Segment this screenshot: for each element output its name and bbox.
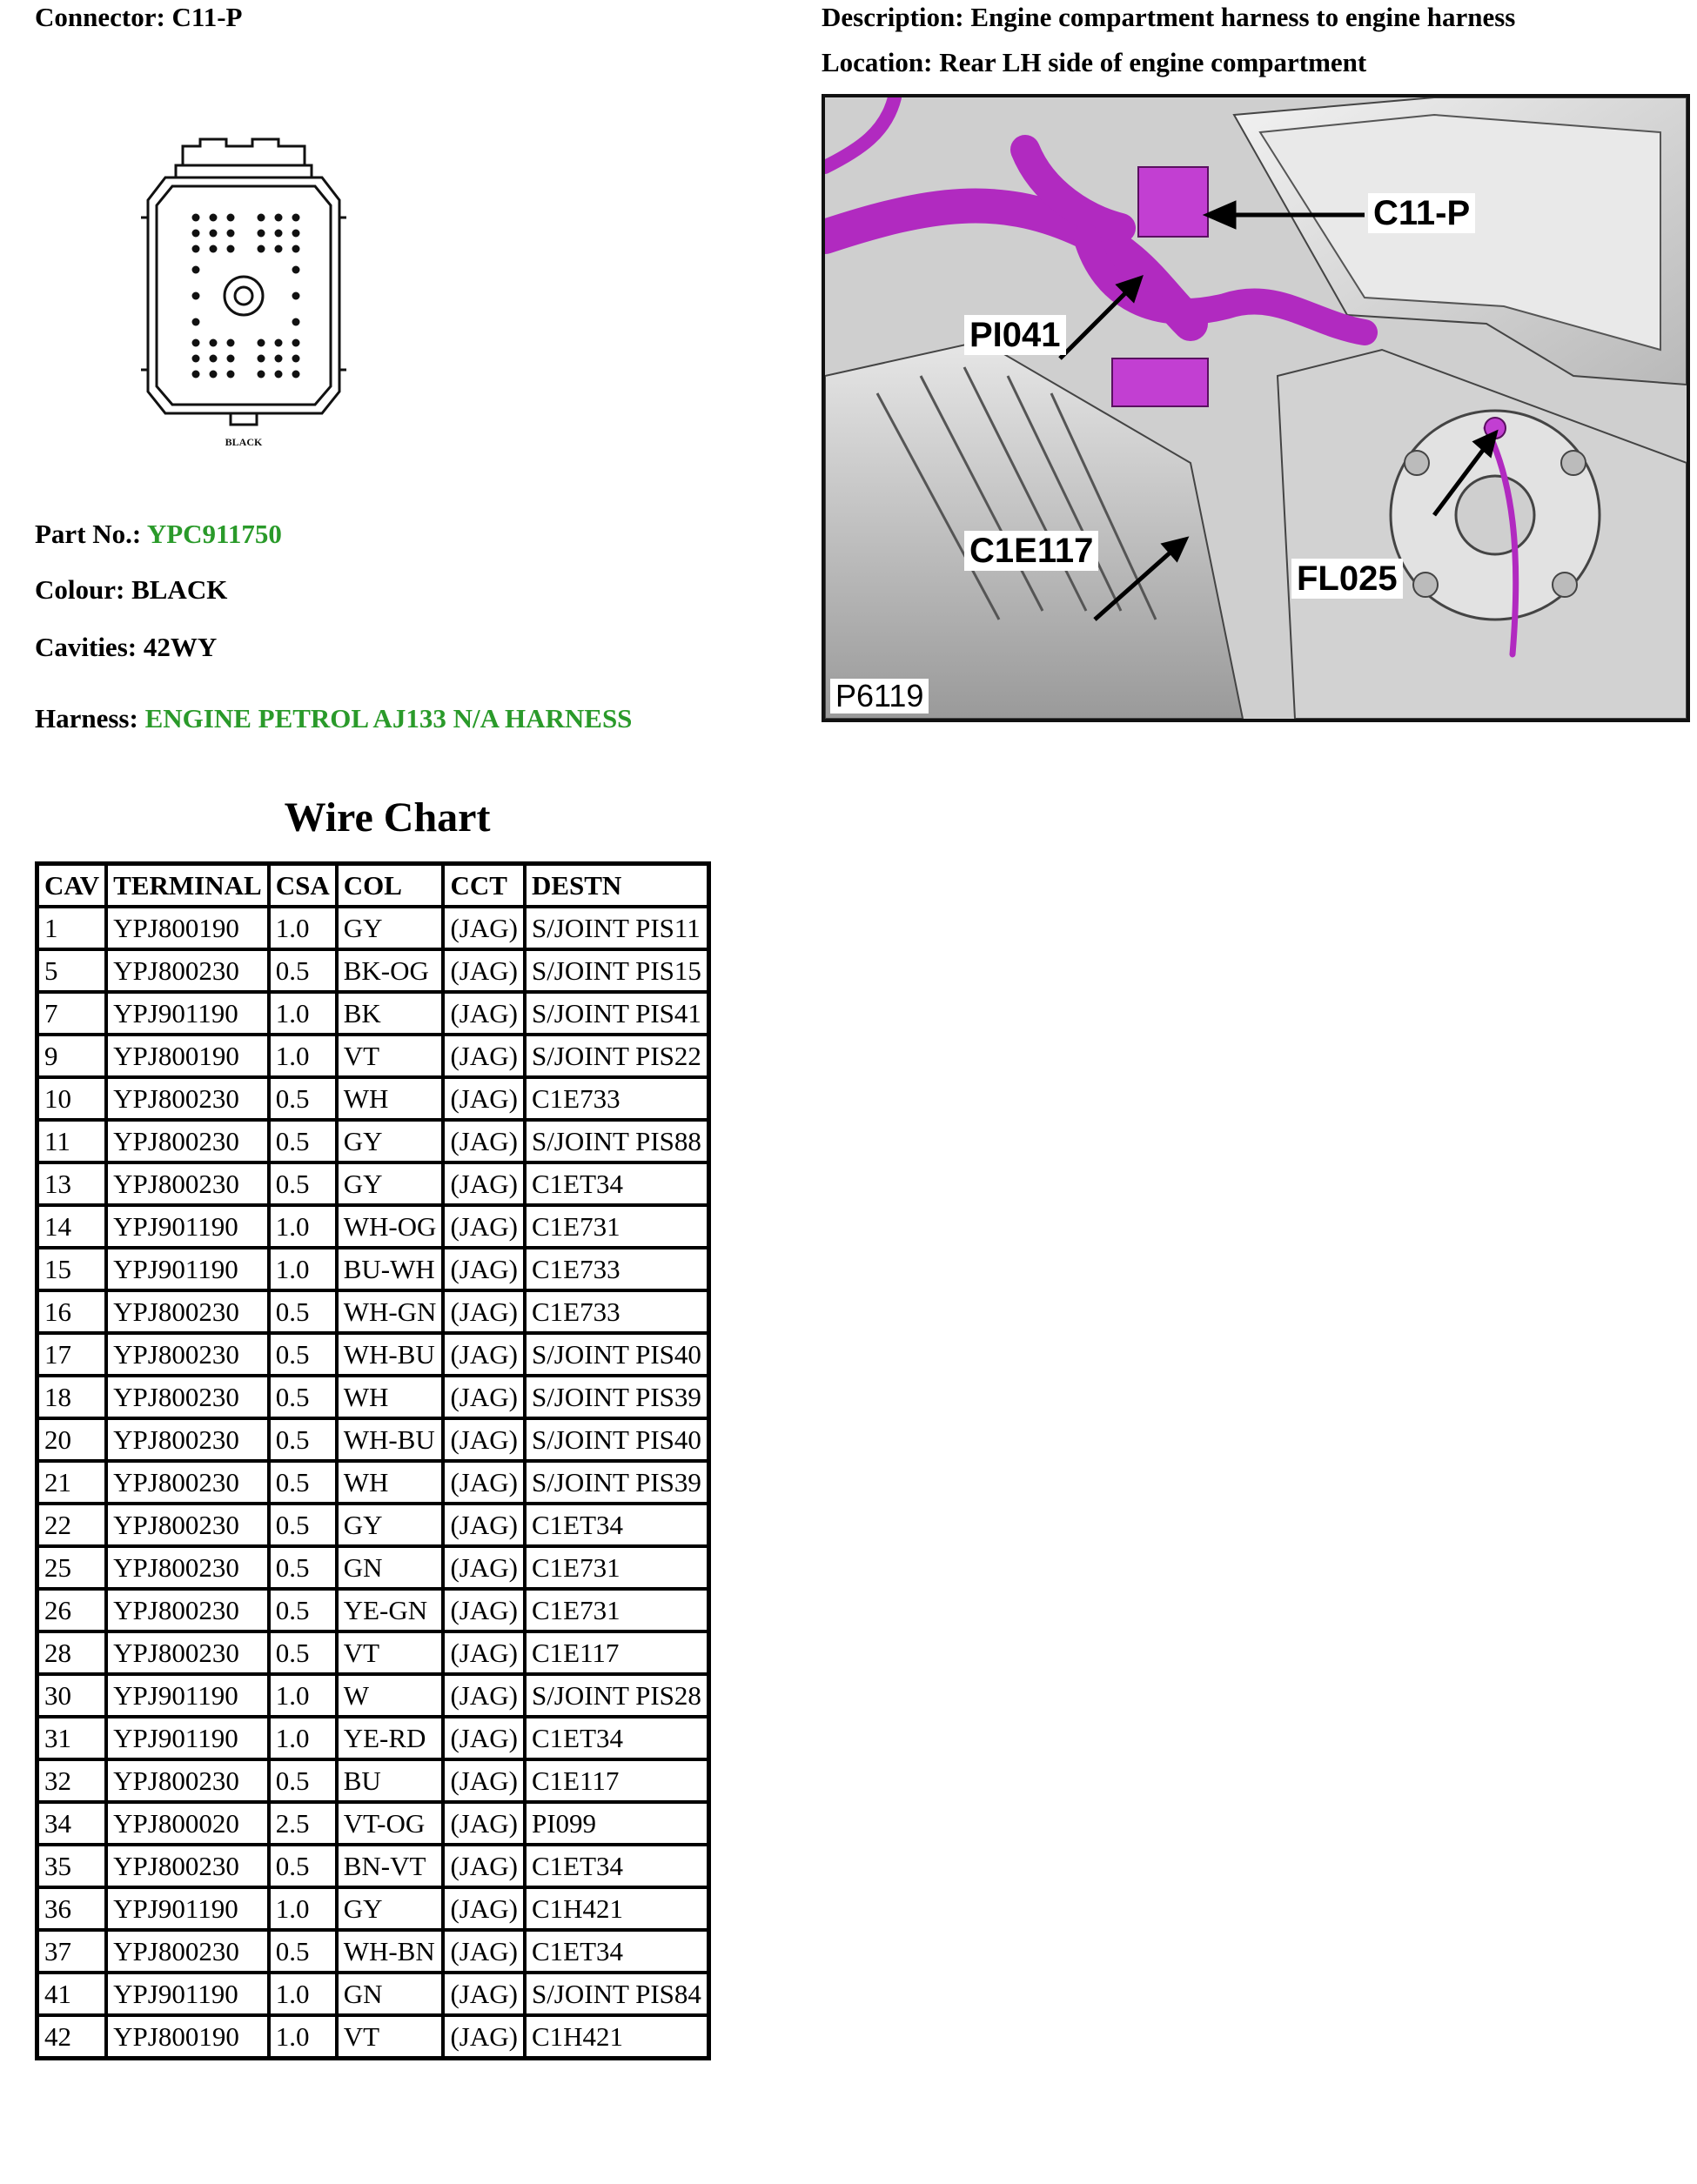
cell-cav: 30 bbox=[39, 1676, 104, 1715]
cell-terminal: YPJ901190 bbox=[108, 1249, 267, 1289]
cell-cav: 22 bbox=[39, 1505, 104, 1544]
cell-col: GN bbox=[339, 1974, 442, 2013]
cell-cav: 34 bbox=[39, 1804, 104, 1843]
table-row bbox=[39, 1505, 707, 1544]
cell-terminal: YPJ901190 bbox=[108, 1676, 267, 1715]
callout-c11p: C11-P bbox=[1368, 193, 1475, 233]
cell-csa: 1.0 bbox=[271, 1249, 335, 1289]
harness-label: Harness: bbox=[35, 703, 138, 734]
cell-csa: 0.5 bbox=[271, 1932, 335, 1971]
cell-csa: 1.0 bbox=[271, 1718, 335, 1758]
cell-cct: (JAG) bbox=[445, 1164, 523, 1203]
connector-pin bbox=[275, 371, 283, 379]
cell-col: BU-WH bbox=[339, 1249, 442, 1289]
cell-destn: C1ET34 bbox=[527, 1164, 707, 1203]
cell-cav: 16 bbox=[39, 1292, 104, 1331]
cell-col: GY bbox=[339, 1505, 442, 1544]
cell-csa: 0.5 bbox=[271, 1591, 335, 1630]
cell-destn: S/JOINT PIS39 bbox=[527, 1463, 707, 1502]
connector-pin bbox=[192, 318, 200, 326]
cell-terminal: YPJ901190 bbox=[108, 1974, 267, 2013]
cell-cav: 5 bbox=[39, 951, 104, 990]
cell-cct: (JAG) bbox=[445, 1718, 523, 1758]
cell-csa: 0.5 bbox=[271, 1292, 335, 1331]
table-row bbox=[39, 1548, 707, 1587]
cell-cav: 28 bbox=[39, 1633, 104, 1672]
connector-pin bbox=[227, 245, 235, 253]
wire-chart-title: Wire Chart bbox=[284, 794, 491, 841]
connector-pin bbox=[227, 355, 235, 363]
cell-destn: C1E733 bbox=[527, 1292, 707, 1331]
connector-pin bbox=[227, 339, 235, 347]
connector-pin bbox=[210, 230, 218, 238]
cell-cav: 26 bbox=[39, 1591, 104, 1630]
cell-cav: 21 bbox=[39, 1463, 104, 1502]
cell-terminal: YPJ800230 bbox=[108, 1591, 267, 1630]
cell-cct: (JAG) bbox=[445, 1292, 523, 1331]
table-row bbox=[39, 1207, 707, 1246]
callout-c1e117: C1E117 bbox=[964, 531, 1098, 571]
cell-col: WH-BU bbox=[339, 1335, 442, 1374]
cell-terminal: YPJ800190 bbox=[108, 2017, 267, 2056]
cell-destn: C1ET34 bbox=[527, 1718, 707, 1758]
header-destn: DESTN bbox=[527, 866, 707, 905]
connector-line bbox=[35, 2, 242, 33]
cavities-line bbox=[35, 632, 217, 663]
engine-bay-illustration bbox=[825, 97, 1687, 719]
cell-cav: 31 bbox=[39, 1718, 104, 1758]
cell-csa: 0.5 bbox=[271, 1164, 335, 1203]
connector-pin bbox=[227, 371, 235, 379]
connector-pin bbox=[258, 371, 265, 379]
cell-csa: 0.5 bbox=[271, 1633, 335, 1672]
cell-col: YE-RD bbox=[339, 1718, 442, 1758]
connector-pin bbox=[292, 245, 300, 253]
connector-pin bbox=[192, 371, 200, 379]
cell-cct: (JAG) bbox=[445, 994, 523, 1033]
cell-cct: (JAG) bbox=[445, 1676, 523, 1715]
diagram-caption: BLACK bbox=[225, 436, 263, 448]
connector-pin bbox=[258, 355, 265, 363]
cell-csa: 0.5 bbox=[271, 1079, 335, 1118]
harness-link[interactable]: ENGINE PETROL AJ133 N/A HARNESS bbox=[144, 703, 633, 734]
cell-cct: (JAG) bbox=[445, 1377, 523, 1417]
connector-pin bbox=[192, 292, 200, 300]
connector-pin bbox=[210, 245, 218, 253]
cell-cav: 25 bbox=[39, 1548, 104, 1587]
cell-cav: 7 bbox=[39, 994, 104, 1033]
connector-face-diagram bbox=[122, 131, 366, 452]
cell-cct: (JAG) bbox=[445, 1804, 523, 1843]
table-row bbox=[39, 994, 707, 1033]
harness-line bbox=[35, 703, 632, 734]
cell-destn: PI099 bbox=[527, 1804, 707, 1843]
cell-destn: S/JOINT PIS22 bbox=[527, 1036, 707, 1075]
cell-cct: (JAG) bbox=[445, 1122, 523, 1161]
connector-pin bbox=[258, 214, 265, 222]
cell-cct: (JAG) bbox=[445, 1036, 523, 1075]
connector-pin bbox=[275, 339, 283, 347]
cell-col: WH bbox=[339, 1463, 442, 1502]
connector-pin bbox=[258, 339, 265, 347]
connector-pin bbox=[292, 318, 300, 326]
connector-pin bbox=[275, 214, 283, 222]
cell-col: YE-GN bbox=[339, 1591, 442, 1630]
cell-csa: 0.5 bbox=[271, 1122, 335, 1161]
cell-col: WH-GN bbox=[339, 1292, 442, 1331]
cell-destn: S/JOINT PIS40 bbox=[527, 1420, 707, 1459]
cell-terminal: YPJ800230 bbox=[108, 1377, 267, 1417]
cell-terminal: YPJ800230 bbox=[108, 1164, 267, 1203]
table-row bbox=[39, 1761, 707, 1800]
table-row bbox=[39, 1633, 707, 1672]
connector-pin bbox=[292, 266, 300, 274]
cell-terminal: YPJ901190 bbox=[108, 1889, 267, 1928]
cell-terminal: YPJ800230 bbox=[108, 1420, 267, 1459]
cell-col: W bbox=[339, 1676, 442, 1715]
cell-csa: 1.0 bbox=[271, 1676, 335, 1715]
connector-pin bbox=[210, 339, 218, 347]
cell-csa: 0.5 bbox=[271, 1505, 335, 1544]
cell-destn: S/JOINT PIS84 bbox=[527, 1974, 707, 2013]
cell-csa: 0.5 bbox=[271, 1420, 335, 1459]
description-label: Description: bbox=[822, 2, 964, 32]
connector-pin bbox=[275, 245, 283, 253]
cell-cct: (JAG) bbox=[445, 1335, 523, 1374]
cell-cct: (JAG) bbox=[445, 1505, 523, 1544]
connector-pin bbox=[275, 355, 283, 363]
location-line bbox=[822, 47, 1366, 78]
cell-csa: 1.0 bbox=[271, 994, 335, 1033]
connector-pin bbox=[210, 371, 218, 379]
cell-col: BK-OG bbox=[339, 951, 442, 990]
connector-pin bbox=[258, 245, 265, 253]
cell-cav: 37 bbox=[39, 1932, 104, 1971]
cell-terminal: YPJ800230 bbox=[108, 1846, 267, 1886]
connector-pin bbox=[192, 214, 200, 222]
cell-destn: C1E117 bbox=[527, 1761, 707, 1800]
table-row bbox=[39, 1591, 707, 1630]
cell-col: WH bbox=[339, 1377, 442, 1417]
cell-terminal: YPJ800020 bbox=[108, 1804, 267, 1843]
table-row bbox=[39, 2017, 707, 2056]
cell-cct: (JAG) bbox=[445, 1249, 523, 1289]
header-csa: CSA bbox=[271, 866, 335, 905]
table-row bbox=[39, 1804, 707, 1843]
connector-pin bbox=[210, 214, 218, 222]
cell-cct: (JAG) bbox=[445, 951, 523, 990]
table-header-row bbox=[39, 866, 707, 905]
cell-cct: (JAG) bbox=[445, 1079, 523, 1118]
cell-col: GY bbox=[339, 908, 442, 948]
header-cav: CAV bbox=[39, 866, 104, 905]
cell-csa: 1.0 bbox=[271, 908, 335, 948]
callout-pi041: PI041 bbox=[964, 315, 1066, 355]
cell-destn: S/JOINT PIS11 bbox=[527, 908, 707, 948]
table-row bbox=[39, 1932, 707, 1971]
cell-csa: 2.5 bbox=[271, 1804, 335, 1843]
connector-pin bbox=[292, 230, 300, 238]
cell-destn: C1H421 bbox=[527, 2017, 707, 2056]
connector-pin bbox=[292, 371, 300, 379]
cell-cav: 9 bbox=[39, 1036, 104, 1075]
cell-col: VT bbox=[339, 1633, 442, 1672]
cell-csa: 1.0 bbox=[271, 1974, 335, 2013]
cell-cct: (JAG) bbox=[445, 2017, 523, 2056]
cell-destn: S/JOINT PIS41 bbox=[527, 994, 707, 1033]
cell-col: BK bbox=[339, 994, 442, 1033]
cell-csa: 1.0 bbox=[271, 1207, 335, 1246]
cell-terminal: YPJ800230 bbox=[108, 1932, 267, 1971]
cavities-value: 42WY bbox=[143, 632, 218, 662]
description-line bbox=[822, 2, 1515, 33]
table-row bbox=[39, 1846, 707, 1886]
cell-terminal: YPJ800190 bbox=[108, 908, 267, 948]
cell-terminal: YPJ800230 bbox=[108, 1463, 267, 1502]
cell-destn: C1E731 bbox=[527, 1591, 707, 1630]
cell-destn: S/JOINT PIS15 bbox=[527, 951, 707, 990]
cell-terminal: YPJ901190 bbox=[108, 1207, 267, 1246]
cell-cav: 15 bbox=[39, 1249, 104, 1289]
figure-id: P6119 bbox=[830, 679, 929, 713]
cell-terminal: YPJ800230 bbox=[108, 1761, 267, 1800]
cell-terminal: YPJ800230 bbox=[108, 1079, 267, 1118]
connector-pin bbox=[275, 230, 283, 238]
cell-cct: (JAG) bbox=[445, 1932, 523, 1971]
header-terminal: TERMINAL bbox=[108, 866, 267, 905]
cell-destn: C1ET34 bbox=[527, 1505, 707, 1544]
cell-cct: (JAG) bbox=[445, 1548, 523, 1587]
connector-pin bbox=[192, 355, 200, 363]
cell-cct: (JAG) bbox=[445, 1889, 523, 1928]
cell-col: GY bbox=[339, 1122, 442, 1161]
cell-terminal: YPJ800230 bbox=[108, 1505, 267, 1544]
colour-line bbox=[35, 574, 227, 606]
table-row bbox=[39, 908, 707, 948]
connector-pin bbox=[292, 214, 300, 222]
cell-terminal: YPJ800230 bbox=[108, 1633, 267, 1672]
description-value: Engine compartment harness to engine harness bbox=[970, 2, 1516, 32]
cell-terminal: YPJ800230 bbox=[108, 1548, 267, 1587]
connector-pin bbox=[292, 339, 300, 347]
cell-col: VT bbox=[339, 2017, 442, 2056]
cell-destn: C1E733 bbox=[527, 1079, 707, 1118]
cell-destn: C1H421 bbox=[527, 1889, 707, 1928]
cell-cct: (JAG) bbox=[445, 1591, 523, 1630]
cell-csa: 0.5 bbox=[271, 1846, 335, 1886]
cell-destn: C1E733 bbox=[527, 1249, 707, 1289]
table-row bbox=[39, 1164, 707, 1203]
cell-destn: C1E731 bbox=[527, 1548, 707, 1587]
table-row bbox=[39, 1292, 707, 1331]
connector-pin bbox=[192, 339, 200, 347]
connector-pin bbox=[227, 214, 235, 222]
cell-cct: (JAG) bbox=[445, 1633, 523, 1672]
cell-csa: 0.5 bbox=[271, 1761, 335, 1800]
header-cct: CCT bbox=[445, 866, 523, 905]
cell-cct: (JAG) bbox=[445, 1420, 523, 1459]
connector-pin bbox=[210, 355, 218, 363]
cell-cav: 18 bbox=[39, 1377, 104, 1417]
cell-terminal: YPJ800230 bbox=[108, 951, 267, 990]
cell-col: WH-BU bbox=[339, 1420, 442, 1459]
connector-pin bbox=[292, 292, 300, 300]
cell-cct: (JAG) bbox=[445, 1207, 523, 1246]
cell-cav: 35 bbox=[39, 1846, 104, 1886]
cell-cav: 13 bbox=[39, 1164, 104, 1203]
cell-col: WH-OG bbox=[339, 1207, 442, 1246]
cell-col: BU bbox=[339, 1761, 442, 1800]
cell-destn: S/JOINT PIS28 bbox=[527, 1676, 707, 1715]
cavities-label: Cavities: bbox=[35, 632, 138, 662]
connector-pin bbox=[227, 230, 235, 238]
cell-terminal: YPJ800230 bbox=[108, 1292, 267, 1331]
cell-destn: S/JOINT PIS40 bbox=[527, 1335, 707, 1374]
cell-col: VT bbox=[339, 1036, 442, 1075]
table-row bbox=[39, 1036, 707, 1075]
cell-cav: 17 bbox=[39, 1335, 104, 1374]
cell-csa: 0.5 bbox=[271, 1377, 335, 1417]
part-no-link[interactable]: YPC911750 bbox=[146, 519, 282, 549]
connector-pin bbox=[292, 355, 300, 363]
cell-csa: 0.5 bbox=[271, 1335, 335, 1374]
cell-cct: (JAG) bbox=[445, 1761, 523, 1800]
cell-terminal: YPJ901190 bbox=[108, 994, 267, 1033]
part-no-label: Part No.: bbox=[35, 519, 142, 549]
cell-cav: 10 bbox=[39, 1079, 104, 1118]
table-row bbox=[39, 1718, 707, 1758]
cell-cct: (JAG) bbox=[445, 908, 523, 948]
colour-label: Colour: bbox=[35, 574, 125, 605]
cell-cav: 14 bbox=[39, 1207, 104, 1246]
cell-csa: 0.5 bbox=[271, 1548, 335, 1587]
table-row bbox=[39, 1676, 707, 1715]
cell-col: BN-VT bbox=[339, 1846, 442, 1886]
callout-fl025: FL025 bbox=[1291, 559, 1403, 599]
colour-value: BLACK bbox=[131, 574, 228, 605]
cell-cav: 41 bbox=[39, 1974, 104, 2013]
table-row bbox=[39, 1889, 707, 1928]
connector-pin bbox=[192, 230, 200, 238]
wire-chart-table bbox=[35, 861, 711, 2060]
table-row bbox=[39, 1377, 707, 1417]
cell-terminal: YPJ800190 bbox=[108, 1036, 267, 1075]
cell-csa: 0.5 bbox=[271, 1463, 335, 1502]
cell-csa: 0.5 bbox=[271, 951, 335, 990]
cell-cav: 32 bbox=[39, 1761, 104, 1800]
cell-destn: C1E117 bbox=[527, 1633, 707, 1672]
location-value: Rear LH side of engine compartment bbox=[939, 47, 1367, 77]
cell-csa: 1.0 bbox=[271, 1036, 335, 1075]
cell-cav: 11 bbox=[39, 1122, 104, 1161]
cell-terminal: YPJ800230 bbox=[108, 1122, 267, 1161]
cell-csa: 1.0 bbox=[271, 2017, 335, 2056]
part-no-line bbox=[35, 519, 282, 550]
cell-csa: 1.0 bbox=[271, 1889, 335, 1928]
header-col: COL bbox=[339, 866, 442, 905]
cell-col: GY bbox=[339, 1164, 442, 1203]
cell-cct: (JAG) bbox=[445, 1463, 523, 1502]
cell-destn: S/JOINT PIS88 bbox=[527, 1122, 707, 1161]
cell-col: GN bbox=[339, 1548, 442, 1587]
cell-cct: (JAG) bbox=[445, 1846, 523, 1886]
connector-pin bbox=[258, 230, 265, 238]
connector-label: Connector: bbox=[35, 2, 165, 32]
connector-value: C11-P bbox=[171, 2, 243, 32]
cell-destn: C1ET34 bbox=[527, 1846, 707, 1886]
table-row bbox=[39, 1122, 707, 1161]
location-label: Location: bbox=[822, 47, 933, 77]
cell-destn: C1ET34 bbox=[527, 1932, 707, 1971]
cell-destn: C1E731 bbox=[527, 1207, 707, 1246]
table-row bbox=[39, 1249, 707, 1289]
connector-pin bbox=[192, 266, 200, 274]
cell-cav: 20 bbox=[39, 1420, 104, 1459]
cell-col: VT-OG bbox=[339, 1804, 442, 1843]
connector-pin bbox=[192, 245, 200, 253]
cell-terminal: YPJ800230 bbox=[108, 1335, 267, 1374]
cell-col: WH-BN bbox=[339, 1932, 442, 1971]
cell-col: GY bbox=[339, 1889, 442, 1928]
cell-cav: 36 bbox=[39, 1889, 104, 1928]
table-row bbox=[39, 1420, 707, 1459]
cell-terminal: YPJ901190 bbox=[108, 1718, 267, 1758]
table-row bbox=[39, 1463, 707, 1502]
table-row bbox=[39, 1974, 707, 2013]
cell-col: WH bbox=[339, 1079, 442, 1118]
table-row bbox=[39, 1079, 707, 1118]
cell-cav: 42 bbox=[39, 2017, 104, 2056]
cell-cav: 1 bbox=[39, 908, 104, 948]
cell-cct: (JAG) bbox=[445, 1974, 523, 2013]
location-photo bbox=[822, 94, 1690, 722]
table-row bbox=[39, 1335, 707, 1374]
cell-destn: S/JOINT PIS39 bbox=[527, 1377, 707, 1417]
table-row bbox=[39, 951, 707, 990]
